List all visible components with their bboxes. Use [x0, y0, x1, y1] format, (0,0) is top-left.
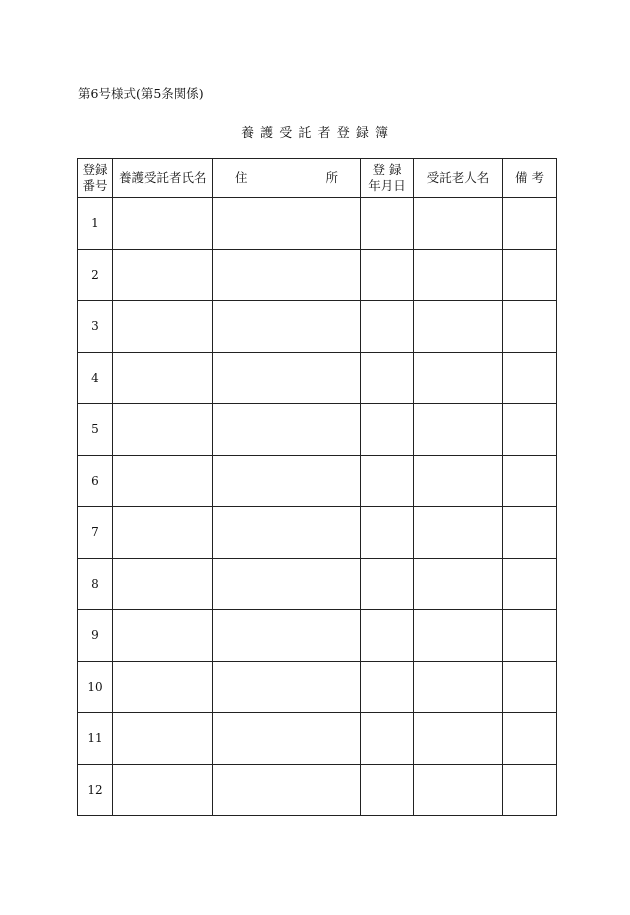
header-remarks: 備 考 [503, 159, 557, 198]
remarks-cell[interactable] [503, 198, 557, 250]
row-number: 8 [78, 558, 113, 610]
table-row [78, 558, 557, 610]
row-number: 4 [78, 352, 113, 404]
name-cell[interactable] [113, 507, 213, 559]
address-cell[interactable] [213, 198, 361, 250]
header-registration-number-line1: 登録 [82, 162, 108, 177]
name-cell[interactable] [113, 455, 213, 507]
registration-date-cell[interactable] [361, 455, 414, 507]
registration-date-cell[interactable] [361, 198, 414, 250]
elderly-name-cell[interactable] [414, 610, 503, 662]
elderly-name-cell[interactable] [414, 404, 503, 456]
header-address-left: 住 [235, 170, 248, 185]
row-number: 2 [78, 249, 113, 301]
address-cell[interactable] [213, 764, 361, 816]
table-row [78, 507, 557, 559]
header-registration-date-line1: 登 録 [372, 162, 402, 177]
table-row [78, 352, 557, 404]
header-registration-number [78, 159, 113, 198]
header-entrusted-elderly-name: 受託老人名 [414, 159, 503, 198]
header-caregiver-name: 養護受託者氏名 [113, 159, 213, 198]
form-number: 第6号様式(第5条関係) [78, 86, 204, 101]
table-row [78, 455, 557, 507]
registration-date-cell[interactable] [361, 661, 414, 713]
registration-date-cell[interactable] [361, 404, 414, 456]
address-cell[interactable] [213, 455, 361, 507]
address-cell[interactable] [213, 661, 361, 713]
elderly-name-cell[interactable] [414, 764, 503, 816]
remarks-cell[interactable] [503, 764, 557, 816]
remarks-cell[interactable] [503, 610, 557, 662]
registration-date-cell[interactable] [361, 713, 414, 765]
name-cell[interactable] [113, 764, 213, 816]
name-cell[interactable] [113, 661, 213, 713]
document-title: 養 護 受 託 者 登 録 簿 [241, 126, 389, 141]
remarks-cell[interactable] [503, 455, 557, 507]
remarks-cell[interactable] [503, 301, 557, 353]
header-registration-date-line2: 年月日 [368, 178, 406, 193]
header-address [213, 159, 361, 198]
remarks-cell[interactable] [503, 507, 557, 559]
name-cell[interactable] [113, 352, 213, 404]
header-row [78, 159, 557, 198]
remarks-cell[interactable] [503, 249, 557, 301]
name-cell[interactable] [113, 301, 213, 353]
name-cell[interactable] [113, 404, 213, 456]
name-cell[interactable] [113, 198, 213, 250]
row-number: 11 [78, 713, 113, 765]
registry-table [77, 158, 557, 816]
table-row [78, 610, 557, 662]
name-cell[interactable] [113, 713, 213, 765]
elderly-name-cell[interactable] [414, 198, 503, 250]
row-number: 9 [78, 610, 113, 662]
table-row [78, 198, 557, 250]
elderly-name-cell[interactable] [414, 455, 503, 507]
row-number: 6 [78, 455, 113, 507]
table-row [78, 301, 557, 353]
address-cell[interactable] [213, 713, 361, 765]
registration-date-cell[interactable] [361, 507, 414, 559]
elderly-name-cell[interactable] [414, 507, 503, 559]
address-cell[interactable] [213, 301, 361, 353]
header-address-right: 所 [325, 170, 338, 185]
row-number: 1 [78, 198, 113, 250]
address-cell[interactable] [213, 507, 361, 559]
header-registration-number-line2: 番号 [82, 178, 108, 193]
table-row [78, 404, 557, 456]
elderly-name-cell[interactable] [414, 249, 503, 301]
row-number: 7 [78, 507, 113, 559]
registration-date-cell[interactable] [361, 764, 414, 816]
row-number: 5 [78, 404, 113, 456]
name-cell[interactable] [113, 558, 213, 610]
elderly-name-cell[interactable] [414, 713, 503, 765]
table-row [78, 249, 557, 301]
remarks-cell[interactable] [503, 352, 557, 404]
elderly-name-cell[interactable] [414, 301, 503, 353]
address-cell[interactable] [213, 404, 361, 456]
registration-date-cell[interactable] [361, 558, 414, 610]
table-row [78, 764, 557, 816]
row-number: 10 [78, 661, 113, 713]
registration-date-cell[interactable] [361, 610, 414, 662]
name-cell[interactable] [113, 249, 213, 301]
table-row [78, 661, 557, 713]
header-registration-date [361, 159, 414, 198]
address-cell[interactable] [213, 558, 361, 610]
address-cell[interactable] [213, 249, 361, 301]
elderly-name-cell[interactable] [414, 352, 503, 404]
remarks-cell[interactable] [503, 404, 557, 456]
row-number: 3 [78, 301, 113, 353]
remarks-cell[interactable] [503, 661, 557, 713]
name-cell[interactable] [113, 610, 213, 662]
elderly-name-cell[interactable] [414, 558, 503, 610]
registration-date-cell[interactable] [361, 352, 414, 404]
registration-date-cell[interactable] [361, 301, 414, 353]
remarks-cell[interactable] [503, 713, 557, 765]
elderly-name-cell[interactable] [414, 661, 503, 713]
row-number: 12 [78, 764, 113, 816]
address-cell[interactable] [213, 610, 361, 662]
remarks-cell[interactable] [503, 558, 557, 610]
table-row [78, 713, 557, 765]
registration-date-cell[interactable] [361, 249, 414, 301]
address-cell[interactable] [213, 352, 361, 404]
